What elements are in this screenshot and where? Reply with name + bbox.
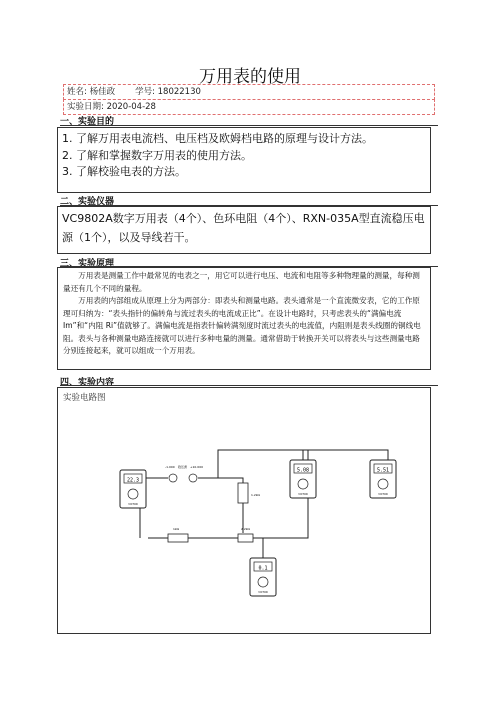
resistor-label: 1.2kΩ <box>251 493 260 497</box>
resistor-r1 <box>238 483 261 503</box>
source-name-label: 稳压源 <box>178 465 188 469</box>
meter-reading: 0.1 <box>258 565 268 572</box>
multimeter-bottom <box>250 558 276 596</box>
section-divider <box>60 385 438 386</box>
source-plus-label: +10.000 <box>190 465 204 469</box>
power-source <box>165 464 203 482</box>
multimeter-left <box>120 470 146 508</box>
experiment-date-row <box>63 99 435 115</box>
circuit-box <box>57 387 431 634</box>
meter-reading: 22.3 <box>126 477 140 484</box>
experiment-date: 实验日期: 2020-04-28 <box>67 102 156 112</box>
resistor-r3 <box>168 527 188 542</box>
meter-reading: 5.51 <box>376 467 390 474</box>
student-id: 学号: 18022130 <box>135 87 201 97</box>
purpose-box <box>57 127 431 193</box>
purpose-item: 1. 了解万用表电流档、电压档及欧姆档电路的原理与设计方法。 <box>62 132 373 145</box>
section-principle-heading: 三、实验原理 <box>60 259 115 269</box>
principle-paragraph: 万用表是测量工作中最常见的电表之一，用它可以进行电压、电流和电阻等多种物理量的测量，每种测量还有几个不同的量程。 <box>63 271 420 293</box>
resistor-r2 <box>238 527 253 542</box>
resistor-label: 2.2kΩ <box>241 527 250 531</box>
circuit-diagram <box>58 388 430 633</box>
instruments-box: VC9802A数字万用表（4个）、色环电阻（4个）、RXN-035A型直流稳压电源（1个），以及导线若干。 <box>57 206 431 254</box>
student-info-row <box>63 84 435 100</box>
source-minus-label: -1.000 <box>165 465 175 469</box>
section-purpose-heading: 一、实验目的 <box>60 117 115 127</box>
student-name: 姓名: 杨佳政 <box>67 87 116 97</box>
section-content-heading: 四、实验内容 <box>60 378 115 388</box>
purpose-item: 3. 了解校验电表的方法。 <box>62 165 186 178</box>
meter-brand: VICTOR <box>128 503 138 506</box>
page-title: 万用表的使用 <box>199 67 301 87</box>
section-instruments-heading: 二、实验仪器 <box>60 197 115 207</box>
meter-brand: VICTOR <box>378 493 388 496</box>
principle-box <box>57 267 431 370</box>
meter-reading: 5.08 <box>296 467 310 474</box>
circuit-title: 实验电路图 <box>63 393 106 403</box>
section-divider <box>60 125 438 126</box>
multimeter-mid <box>290 460 316 498</box>
principle-paragraph: 万用表的内部组成从原理上分为两部分：即表头和测量电路。表头通常是一个直流微安表，它的工作原理可归纳为：“表头指针的偏转角与流过表头的电流成正比”。在设计电路时，只考虑表头的“满偏电流 Im”和“内阻 Ri”值就够了。满偏电流是指表针偏转满刻度时流过表头的电流值，内阻则是表头线圈的铜线电阻。表头与各种测量电路连接就可以进行多种电量的测量。通常借助于转换开关可以将表头与这些测量电路分别连接起来，就可以组成一个万用表。 <box>63 296 421 355</box>
meter-brand: VICTOR <box>298 493 308 496</box>
purpose-list <box>62 131 426 181</box>
meter-brand: VICTOR <box>258 591 268 594</box>
purpose-item: 2. 了解和掌握数字万用表的使用方法。 <box>62 148 252 162</box>
resistor-label: 1kΩ <box>173 527 179 531</box>
multimeter-right <box>370 460 396 498</box>
